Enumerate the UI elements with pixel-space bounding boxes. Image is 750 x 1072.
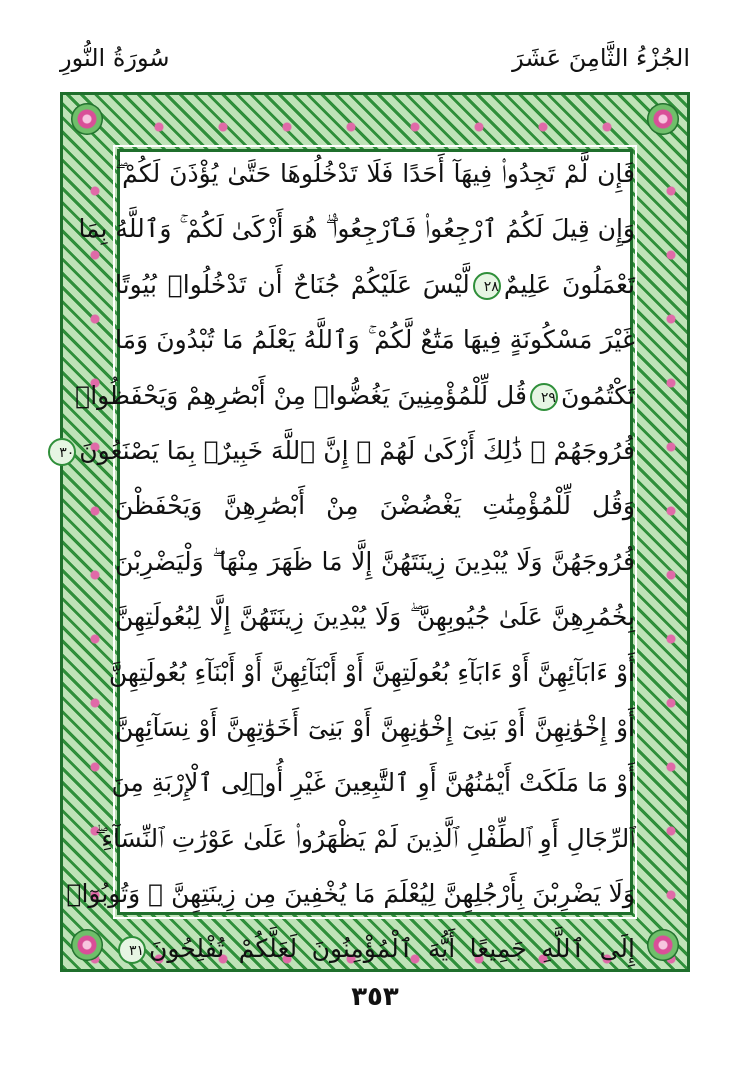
ayah-number-marker: ٢٩	[530, 383, 558, 411]
verse-text: تَكْتُمُونَ	[560, 380, 635, 410]
verse-text: فُرُوجَهُمْ ۚ ذَٰلِكَ أَزْكَىٰ لَهُمْ ۗ إِنَّ ٱللَّهَ خَبِيرٌۢ بِمَا يَصْنَعُونَ	[79, 435, 635, 465]
surah-title: سُورَةُ النُّورِ	[60, 44, 170, 72]
flower-ornament-icon	[647, 103, 679, 135]
quran-text-body	[59, 146, 635, 964]
verse-text: فُرُوجَهُنَّ وَلَا يُبْدِينَ زِينَتَهُنَّ إِلَّا مَا ظَهَرَ مِنْهَا ۖ وَلْيَضْرِبْنَ	[115, 546, 635, 576]
text-line	[115, 589, 635, 644]
verse-text: قُل لِّلْمُؤْمِنِينَ يَغُضُّوا۟ مِنْ أَبْصَٰرِهِمْ وَيَحْفَظُوا۟	[75, 380, 527, 410]
text-line	[95, 811, 635, 866]
text-line	[115, 312, 635, 367]
text-line	[115, 700, 635, 755]
verse-text: وَلَا يَضْرِبْنَ بِأَرْجُلِهِنَّ لِيُعْلَمَ مَا يُخْفِينَ مِن زِينَتِهِنَّ ۚ وَتُوبُوٓا۟	[66, 879, 635, 909]
verse-text: إِلَى ٱللَّهِ جَمِيعًا أَيُّهَ ٱلْمُؤْمِنُونَ لَعَلَّكُمْ تُفْلِحُونَ	[149, 934, 635, 964]
flower-ornament-icon	[647, 929, 679, 961]
ayah-number-marker: ٣٠	[48, 438, 76, 466]
flower-ornament-icon	[71, 929, 103, 961]
verse-text: فَإِن لَّمْ تَجِدُوا۟ فِيهَآ أَحَدًا فَلَا تَدْخُلُوهَا حَتَّىٰ يُؤْذَنَ لَكُمْ ۖ	[115, 159, 635, 188]
ayah-number-marker: ٣١	[118, 936, 146, 964]
verse-text: لَّيْسَ عَلَيْكُمْ جُنَاحٌ أَن تَدْخُلُوا۟ بُيُوتًا	[115, 269, 470, 299]
text-line	[115, 257, 635, 312]
verse-text: أَوْ ءَابَآئِهِنَّ أَوْ ءَابَآءِ بُعُولَتِهِنَّ أَوْ أَبْنَآئِهِنَّ أَوْ أَبْنَآءِ بُعُولَتِهِنَّ	[108, 657, 635, 687]
juz-title: الجُزْءُ الثَّامِنَ عَشَرَ	[512, 44, 690, 72]
text-line	[75, 368, 635, 423]
text-line	[115, 478, 635, 533]
verse-text: تَعْمَلُونَ عَلِيمٌ	[503, 269, 635, 299]
text-line	[115, 534, 635, 589]
verse-text: غَيْرَ مَسْكُونَةٍ فِيهَا مَتَٰعٌ لَّكُمْ ۚ وَٱللَّهُ يَعْلَمُ مَا تُبْدُونَ وَمَا	[115, 325, 635, 355]
verse-text: أَوْ مَا مَلَكَتْ أَيْمَٰنُهُنَّ أَوِ ٱلتَّٰبِعِينَ غَيْرِ أُو۟لِى ٱلْإِرْبَةِ مِنَ	[111, 768, 635, 798]
text-line	[111, 755, 635, 810]
verse-text: وَإِن قِيلَ لَكُمُ ٱرْجِعُوا۟ فَٱرْجِعُوا۟ ۖ هُوَ أَزْكَىٰ لَكُمْ ۚ وَٱللَّهُ بِمَا	[78, 214, 635, 244]
page-number: ٣٥٣	[351, 982, 399, 1012]
verse-text: ٱلرِّجَالِ أَوِ ٱلطِّفْلِ ٱلَّذِينَ لَمْ يَظْهَرُوا۟ عَلَىٰ عَوْرَٰتِ ٱلنِّسَآءِ ۖ	[95, 823, 635, 853]
flower-ornament-icon	[71, 103, 103, 135]
ayah-number-marker: ٢٨	[473, 272, 501, 300]
verse-text: بِخُمُرِهِنَّ عَلَىٰ جُيُوبِهِنَّ ۖ وَلَا يُبْدِينَ زِينَتَهُنَّ إِلَّا لِبُعُولَتِهِنَّ	[115, 602, 635, 632]
verse-text: أَوْ إِخْوَٰنِهِنَّ أَوْ بَنِىٓ إِخْوَٰنِهِنَّ أَوْ بَنِىٓ أَخَوَٰتِهِنَّ أَوْ نِسَآئِهِنَّ	[115, 712, 635, 742]
verse-text: وَقُل لِّلْمُؤْمِنَٰتِ يَغْضُضْنَ مِنْ أَبْصَٰرِهِنَّ وَيَحْفَظْنَ	[115, 491, 635, 521]
text-line	[108, 645, 635, 700]
text-line	[115, 146, 635, 201]
text-line	[66, 866, 635, 921]
text-line	[115, 921, 635, 976]
text-line	[59, 423, 635, 478]
page-header	[60, 44, 690, 92]
text-line	[78, 201, 635, 256]
